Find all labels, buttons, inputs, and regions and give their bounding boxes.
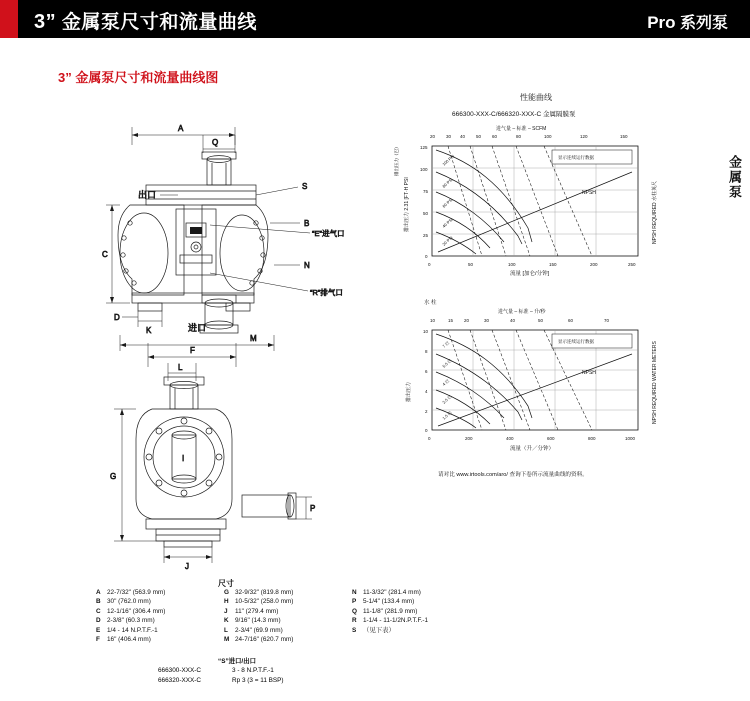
dim-value: 1-1/4 - 11-1/2N.P.T.F.-1 <box>363 617 429 625</box>
svg-text:75: 75 <box>423 189 429 194</box>
table-row <box>96 597 616 606</box>
dim-cell <box>96 607 224 616</box>
svg-text:0: 0 <box>425 254 428 259</box>
dim-key: N <box>352 589 357 596</box>
svg-text:显示连续运行数据: 显示连续运行数据 <box>558 155 594 160</box>
svg-text:60 PSI: 60 PSI <box>441 196 454 209</box>
dim-cell <box>352 607 480 616</box>
dim-value: 22-7/32" (563.9 mm) <box>107 589 166 596</box>
svg-text:30: 30 <box>446 134 452 139</box>
table-row <box>96 607 616 616</box>
svg-text:进气量 – 标准 – SCFM: 进气量 – 标准 – SCFM <box>496 126 547 132</box>
svg-text:水 柱: 水 柱 <box>424 300 437 306</box>
dim-cell <box>96 616 224 625</box>
dim-value: 32-9/32" (819.8 mm) <box>235 589 294 596</box>
svg-text:40: 40 <box>460 134 466 139</box>
dim-key: G <box>224 589 229 596</box>
svg-text:“E”进气口: “E”进气口 <box>312 229 345 238</box>
svg-text:100: 100 <box>508 262 516 267</box>
svg-text:666300-XXX-C/666320-XXX-C 金属: 666300-XXX-C/666320-XXX-C 金属隔膜泵 <box>452 111 576 118</box>
port-model: 666320-XXX-C <box>158 676 201 684</box>
dim-key: D <box>96 617 101 625</box>
svg-text:25: 25 <box>423 233 429 238</box>
page-title <box>34 7 257 34</box>
dim-cell <box>96 626 224 635</box>
svg-text:C: C <box>102 250 108 259</box>
svg-text:排出压力 2.31 [FT·H PSI: 排出压力 2.31 [FT·H PSI <box>404 177 410 232</box>
svg-text:Q: Q <box>212 138 219 147</box>
svg-text:1.5 巴: 1.5 巴 <box>441 409 453 421</box>
svg-text:NPSH REQUIRED WATER METERS: NPSH REQUIRED WATER METERS <box>652 341 658 424</box>
svg-text:排出压力: 排出压力 <box>406 381 412 402</box>
dim-key: F <box>96 636 100 644</box>
svg-text:50: 50 <box>468 262 474 267</box>
dim-cell <box>352 597 480 606</box>
dim-cell <box>96 635 224 644</box>
page-header <box>0 0 750 38</box>
svg-text:50: 50 <box>423 211 429 216</box>
svg-text:P: P <box>310 504 316 513</box>
dim-key: L <box>224 626 228 634</box>
svg-text:F: F <box>190 346 195 355</box>
pump-drawing <box>60 105 390 575</box>
dim-value <box>363 635 480 644</box>
svg-text:100 PSI: 100 PSI <box>441 153 456 167</box>
svg-text:400: 400 <box>506 436 514 441</box>
svg-text:100: 100 <box>420 167 428 172</box>
svg-text:100: 100 <box>544 134 552 139</box>
port-model: 666300-XXX-C <box>158 667 201 675</box>
dim-key: K <box>224 617 229 625</box>
charts-footer-note: 请对比 www.irtools.com/aro/ 查询下卷所示流量曲线的资料。 <box>438 472 588 478</box>
dim-key: C <box>96 607 101 615</box>
svg-text:50: 50 <box>476 134 482 139</box>
svg-text:20: 20 <box>464 318 470 323</box>
dim-key: P <box>352 598 357 606</box>
svg-text:200: 200 <box>465 436 473 441</box>
table-row <box>96 616 616 625</box>
series-suffix: 系列泵 <box>675 15 728 32</box>
section-title: 3” 金属泵尺寸和流量曲线图 <box>58 70 219 85</box>
side-tab-label: 金属泵 <box>727 155 742 200</box>
svg-text:2.5 巴: 2.5 巴 <box>441 393 453 405</box>
svg-text:6: 6 <box>425 369 428 374</box>
svg-text:进口: 进口 <box>188 323 207 333</box>
svg-text:70: 70 <box>604 318 610 323</box>
port-table-title: “S”进口/出口 <box>218 658 256 665</box>
svg-text:出口: 出口 <box>138 190 157 200</box>
svg-text:125: 125 <box>420 145 428 150</box>
table-row <box>158 666 284 675</box>
dim-value: 11" (279.4 mm) <box>235 607 279 615</box>
svg-text:S: S <box>302 182 308 191</box>
svg-text:10: 10 <box>423 329 429 334</box>
dimensions-title: 尺寸 <box>218 579 234 588</box>
svg-text:M: M <box>250 334 257 343</box>
page-title-text: 金属泵尺寸和流量曲线 <box>61 12 257 33</box>
series-label <box>647 10 728 33</box>
svg-text:B: B <box>304 219 310 228</box>
charts-heading: 性能曲线 <box>520 93 552 102</box>
dim-cell <box>224 607 352 616</box>
dim-cell <box>224 588 352 597</box>
svg-text:150: 150 <box>620 134 628 139</box>
svg-text:150: 150 <box>549 262 557 267</box>
dim-cell <box>224 626 352 635</box>
svg-text:7 巴: 7 巴 <box>441 340 451 349</box>
dim-value: 5-1/4" (133.4 mm) <box>363 598 415 606</box>
svg-text:8: 8 <box>425 349 428 354</box>
svg-text:NPSH REQUIRED 水柱英尺: NPSH REQUIRED 水柱英尺 <box>652 180 658 244</box>
dim-cell <box>96 588 224 597</box>
svg-text:5.5 巴: 5.5 巴 <box>441 357 453 369</box>
svg-text:800: 800 <box>588 436 596 441</box>
dim-value: 11-3/32" (281.4 mm) <box>363 589 421 596</box>
svg-text:“R”排气口: “R”排气口 <box>310 288 343 297</box>
svg-text:A: A <box>178 124 184 133</box>
port-desc: 3 - 8 N.P.T.F.-1 <box>232 667 274 675</box>
svg-text:G: G <box>110 472 117 481</box>
dim-value: 30" (762.0 mm) <box>107 598 151 606</box>
svg-text:10: 10 <box>430 318 436 323</box>
dim-cell <box>352 626 480 635</box>
svg-text:D: D <box>114 313 120 322</box>
dim-key: H <box>224 598 229 606</box>
svg-text:4 巴: 4 巴 <box>441 378 451 387</box>
dim-key: R <box>352 617 357 625</box>
dim-key: J <box>224 607 228 615</box>
dim-value: 1/4 - 14 N.P.T.F.-1 <box>107 626 158 634</box>
svg-text:200: 200 <box>590 262 598 267</box>
dim-cell <box>224 616 352 625</box>
dim-key <box>352 635 363 644</box>
svg-text:30: 30 <box>484 318 490 323</box>
dim-key: B <box>96 598 101 606</box>
svg-text:4: 4 <box>425 389 428 394</box>
table-row <box>158 676 284 685</box>
dim-value: 12-1/16" (306.4 mm) <box>107 607 166 615</box>
dimensions-table <box>96 588 616 644</box>
svg-text:I: I <box>182 454 185 463</box>
dim-cell <box>352 588 480 597</box>
dim-value: 16" (406.4 mm) <box>107 636 151 644</box>
dim-cell <box>96 597 224 606</box>
svg-text:NPSH: NPSH <box>582 370 596 376</box>
svg-text:显示连续运行数据: 显示连续运行数据 <box>558 339 594 344</box>
svg-text:80 PSI: 80 PSI <box>441 176 454 189</box>
dim-key: M <box>224 636 230 644</box>
svg-text:20: 20 <box>430 134 436 139</box>
svg-text:进气量 – 标准 – 升/秒: 进气量 – 标准 – 升/秒 <box>498 309 546 315</box>
svg-text:流量 [加仑/分钟]: 流量 [加仑/分钟] <box>510 271 550 277</box>
svg-text:J: J <box>185 562 189 571</box>
dim-value: 24-7/16" (620.7 mm) <box>235 636 294 644</box>
svg-text:40: 40 <box>510 318 516 323</box>
dim-value: 2-3/8" (60.3 mm) <box>107 617 155 625</box>
dim-key: Q <box>352 607 357 615</box>
svg-text:排出压力（巴）: 排出压力（巴） <box>394 144 399 176</box>
header-red-accent <box>0 0 18 38</box>
dim-value: 11-1/8" (281.9 mm) <box>363 607 418 615</box>
svg-text:20 PSI: 20 PSI <box>441 234 454 247</box>
dim-key: S <box>352 626 357 634</box>
svg-text:0: 0 <box>428 436 431 441</box>
port-table <box>158 657 284 685</box>
dim-value: 2-3/4" (69.9 mm) <box>235 626 283 634</box>
svg-text:50: 50 <box>538 318 544 323</box>
dim-cell <box>352 616 480 625</box>
svg-text:2: 2 <box>425 409 428 414</box>
svg-text:N: N <box>304 261 310 270</box>
svg-text:120: 120 <box>580 134 588 139</box>
dim-cell <box>352 635 480 644</box>
performance-charts <box>390 88 720 478</box>
dim-cell <box>224 597 352 606</box>
page-title-size: 3” <box>34 11 57 33</box>
svg-text:600: 600 <box>547 436 555 441</box>
dim-key: A <box>96 589 101 596</box>
svg-text:流量（升／分钟）: 流量（升／分钟） <box>510 446 555 452</box>
port-desc: Rp 3 (3 = 11 BSP) <box>232 676 284 684</box>
dim-value: 10-5/32" (258.0 mm) <box>235 598 294 606</box>
svg-text:NPSH: NPSH <box>582 190 596 196</box>
svg-text:1000: 1000 <box>625 436 636 441</box>
table-row <box>96 635 616 644</box>
svg-text:0: 0 <box>425 428 428 433</box>
table-row <box>96 626 616 635</box>
svg-text:15: 15 <box>448 318 454 323</box>
dim-cell <box>224 635 352 644</box>
svg-text:60: 60 <box>568 318 574 323</box>
svg-text:L: L <box>178 363 183 372</box>
svg-text:60: 60 <box>492 134 498 139</box>
dim-value: （见下表） <box>363 626 395 634</box>
svg-text:0: 0 <box>428 262 431 267</box>
dim-key: E <box>96 626 101 634</box>
svg-text:40 PSI: 40 PSI <box>441 216 454 229</box>
table-row <box>96 588 616 597</box>
series-brand: Pro <box>647 13 676 32</box>
dim-value: 9/16" (14.3 mm) <box>235 617 281 625</box>
svg-text:250: 250 <box>628 262 636 267</box>
svg-text:K: K <box>146 326 152 335</box>
svg-text:80: 80 <box>516 134 522 139</box>
